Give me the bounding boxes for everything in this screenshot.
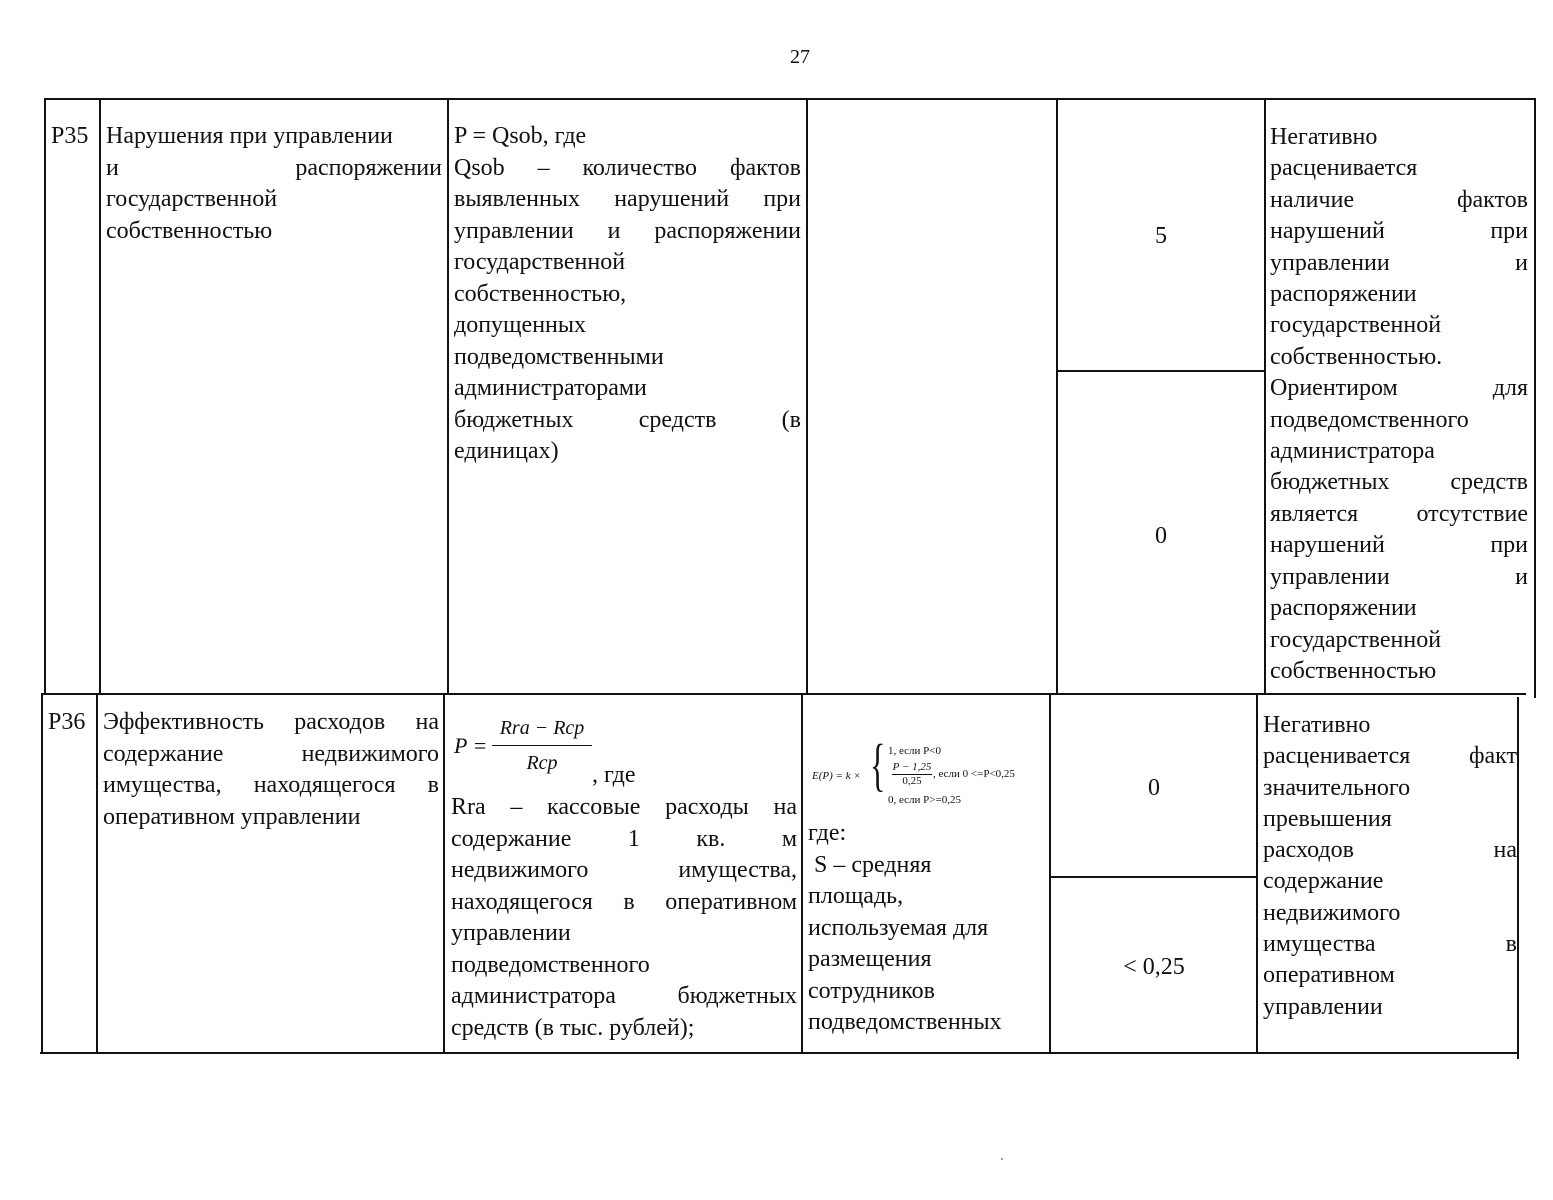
comment-line: распоряжении (1270, 595, 1417, 622)
definition-line: администратора бюджетных (451, 983, 797, 1009)
formula-denominator: Rcp (526, 752, 558, 774)
comment-line: расценивается (1270, 155, 1418, 182)
fraction-bar (492, 745, 592, 746)
scan-speck (1001, 1158, 1003, 1160)
evaluation-line: S – средняя (814, 851, 932, 878)
comment-line: управлении и (1270, 249, 1528, 276)
formula-line: P = Qsob, где (454, 123, 587, 149)
comment-line: администратора (1270, 438, 1435, 465)
formula-numerator: Rra − Rcp (499, 717, 585, 739)
evaluation-notes (808, 818, 1046, 1039)
definition-line: бюджетных средств (в (454, 406, 801, 433)
case-2-numerator: P − 1,25 (892, 761, 932, 773)
comment-line: имущества в (1263, 931, 1517, 958)
definition-line: допущенных (454, 312, 586, 338)
definition-line: управлении и распоряжении (454, 217, 801, 244)
definition-line: находящегося в оперативном (451, 888, 797, 915)
comment-line: расценивается факт (1263, 743, 1517, 770)
score-value: 0 (1155, 523, 1167, 549)
definition-line: средств (в тыс. рублей); (451, 1014, 695, 1041)
comment-line: собственностью. (1270, 343, 1443, 370)
evaluation-line: где: (808, 820, 847, 846)
definition-line: государственной (454, 249, 626, 275)
indicator-name-line: государственной (106, 186, 278, 212)
case-2-condition: , если 0 <=P<0,25 (933, 768, 1015, 780)
indicator-name-line: и распоряжении (106, 154, 442, 181)
definition-line: выявленных нарушений при (454, 186, 801, 212)
indicator-name (106, 121, 442, 247)
comment-line: государственной (1270, 626, 1442, 653)
evaluation-line: площадь, (808, 883, 904, 909)
definition-line: подведомственными (454, 343, 664, 370)
row-code: P36 (48, 709, 86, 735)
comment-line: нарушений при (1270, 218, 1528, 245)
case-2-denominator: 0,25 (902, 775, 922, 787)
comment-line: недвижимого (1263, 899, 1401, 926)
comment-line: Негативно (1263, 712, 1371, 738)
comment-line: собственностью (1270, 657, 1437, 684)
comment-line: управлении (1263, 993, 1383, 1020)
indicator-name-line: Эффективность расходов на (103, 709, 439, 735)
definition-line: Qsob – количество фактов (454, 154, 801, 181)
comment-line: содержание (1263, 868, 1384, 895)
definition-line: недвижимого имущества, (451, 857, 797, 883)
evaluation-line: используемая для (808, 914, 989, 941)
evaluation-line: подведомственных (808, 1009, 1002, 1035)
formula-suffix: , где (592, 762, 636, 788)
formula (452, 710, 797, 796)
evaluation-line: сотрудников (808, 977, 935, 1004)
calculation-method (454, 121, 801, 468)
score-value: 0 (1148, 775, 1160, 801)
evaluation-lhs: E(P) = k × (812, 770, 861, 782)
comment (1263, 710, 1517, 1023)
definition-line: собственностью, (454, 280, 627, 307)
indicator-name (103, 707, 439, 833)
definition-line: администраторами (454, 375, 647, 401)
case-1: 1, если P<0 (888, 745, 941, 757)
score-value: 5 (1155, 223, 1167, 249)
comment-line: наличие фактов (1270, 186, 1528, 213)
comment-line: превышения (1263, 805, 1392, 832)
calculation-method (451, 792, 797, 1044)
indicator-name-line: Нарушения при управлении (106, 123, 393, 149)
definition-line: единицах) (454, 438, 559, 464)
comment-line: распоряжении (1270, 281, 1417, 308)
indicator-name-line: собственностью (106, 217, 273, 244)
comment-line: является отсутствие (1270, 500, 1528, 527)
page-number: 27 (790, 46, 810, 68)
comment-line: расходов на (1263, 837, 1517, 864)
comment-line: государственной (1270, 312, 1442, 339)
definition-line: Rra – кассовые расходы на (451, 794, 797, 820)
formula-lhs: P = (454, 733, 488, 758)
comment-line: бюджетных средств (1270, 469, 1528, 496)
definition-line: подведомственного (451, 951, 650, 978)
indicator-name-line: имущества, находящегося в (103, 772, 439, 798)
comment-line: оперативном (1263, 962, 1395, 989)
row-code: P35 (51, 123, 89, 149)
score-value: < 0,25 (1123, 954, 1185, 980)
comment-line: подведомственного (1270, 406, 1469, 433)
brace-icon: { (870, 732, 886, 797)
evaluation-line: размещения (808, 946, 932, 972)
comment-line: управлении и (1270, 563, 1528, 590)
definition-line: управлении (451, 920, 571, 946)
indicator-name-line: содержание недвижимого (103, 740, 439, 767)
evaluation-formula (812, 732, 1047, 814)
comment-line: Ориентиром для (1270, 375, 1528, 402)
comment-line: нарушений при (1270, 532, 1528, 559)
definition-line: содержание 1 кв. м (451, 825, 797, 852)
case-3: 0, если P>=0,25 (888, 794, 961, 806)
comment-line: значительного (1263, 774, 1411, 801)
comment-line: Негативно (1270, 124, 1378, 150)
comment (1270, 122, 1528, 687)
indicator-name-line: оперативном управлении (103, 803, 361, 830)
